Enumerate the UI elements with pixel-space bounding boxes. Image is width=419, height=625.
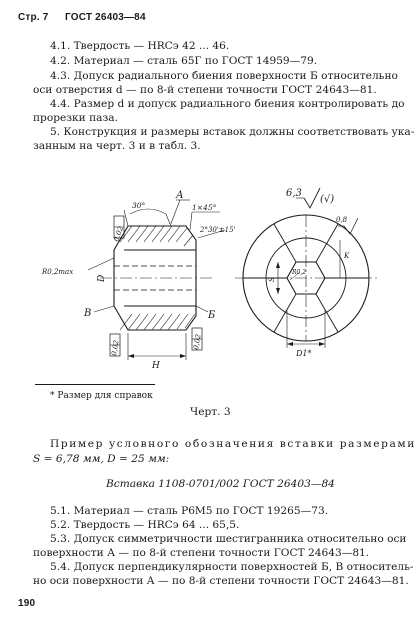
letter-a-label: А [176, 190, 184, 201]
roughness-check-label: (√) [320, 194, 335, 205]
item-5-cont: занным на черт. 3 и в табл. 3. [33, 140, 201, 152]
hatch-top [120, 226, 193, 246]
radius-label: R0,2max [42, 268, 74, 276]
dim-s-label: S [268, 277, 276, 282]
tol-top-label: 0,02 [112, 225, 126, 243]
item-5-2: 5.2. Твердость — HRCэ 64 ... 65,5. [50, 519, 240, 531]
standard-code: ГОСТ 26403—84 [65, 12, 146, 23]
footnote: * Размер для справок [50, 391, 153, 401]
page-label: Стр. 7 [18, 12, 49, 23]
item-5-3: 5.3. Допуск симметричности шестигранника относительно оси [50, 533, 407, 545]
dim-d1-label: D1* [296, 349, 312, 358]
example-params: S = 6,78 мм, D = 25 мм: [33, 453, 170, 465]
item-5-1: 5.1. Материал — сталь Р6М5 по ГОСТ 19265—73. [50, 505, 329, 517]
letter-b-label: Б [208, 310, 216, 321]
item-4-3: 4.3. Допуск радиального биения поверхности Б относительно [50, 70, 398, 82]
item-4-2: 4.2. Материал — сталь 65Г по ГОСТ 14959—79. [50, 55, 318, 67]
page-number: 190 [18, 598, 36, 609]
hatch-bottom [120, 314, 195, 330]
item-4-3-cont: оси отверстия d — по 8-й степени точности ГОСТ 24643—81. [33, 84, 377, 96]
roughness-small-label: 0,8 [336, 216, 348, 224]
figure-caption: Черт. 3 [190, 406, 231, 418]
angle-30-label: 30° [132, 201, 146, 210]
angle-2-label: 2°30'±15' [200, 226, 236, 234]
technical-drawing [20, 178, 410, 388]
example-heading: Пример условного обозначения вставки размерами [50, 438, 416, 450]
footnote-rule [35, 384, 155, 385]
radius-small-label: R0,2 [292, 269, 307, 276]
item-4-1: 4.1. Твердость — HRCэ 42 ... 46. [50, 40, 230, 52]
item-5: 5. Конструкция и размеры вставок должны соответствовать ука- [50, 126, 415, 138]
dim-h-label: H [152, 361, 160, 371]
item-4-4-cont: прорезки паза. [33, 112, 118, 124]
dim-k-label: K [344, 252, 350, 260]
letter-v-label: В [84, 308, 92, 319]
tol-right-label: 0,02 [192, 333, 203, 351]
item-5-4-cont: но оси поверхности А — по 8-й степени точности ГОСТ 24643—81. [33, 575, 409, 587]
tol-left-label: 0,02 [110, 339, 121, 357]
roughness-label: 6,3 [286, 188, 302, 199]
item-5-4: 5.4. Допуск перпендикулярности поверхностей Б, В относитель- [50, 561, 414, 573]
item-4-4: 4.4. Размер d и допуск радиального биения контролировать до [50, 98, 405, 110]
chamfer-label: 1×45° [192, 203, 217, 212]
dim-d-label: D [97, 274, 107, 282]
example-designation: Вставка 1108-0701/002 ГОСТ 26403—84 [106, 478, 335, 490]
item-5-3-cont: поверхности А — по 8-й степени точности ГОСТ 24643—81. [33, 547, 370, 559]
